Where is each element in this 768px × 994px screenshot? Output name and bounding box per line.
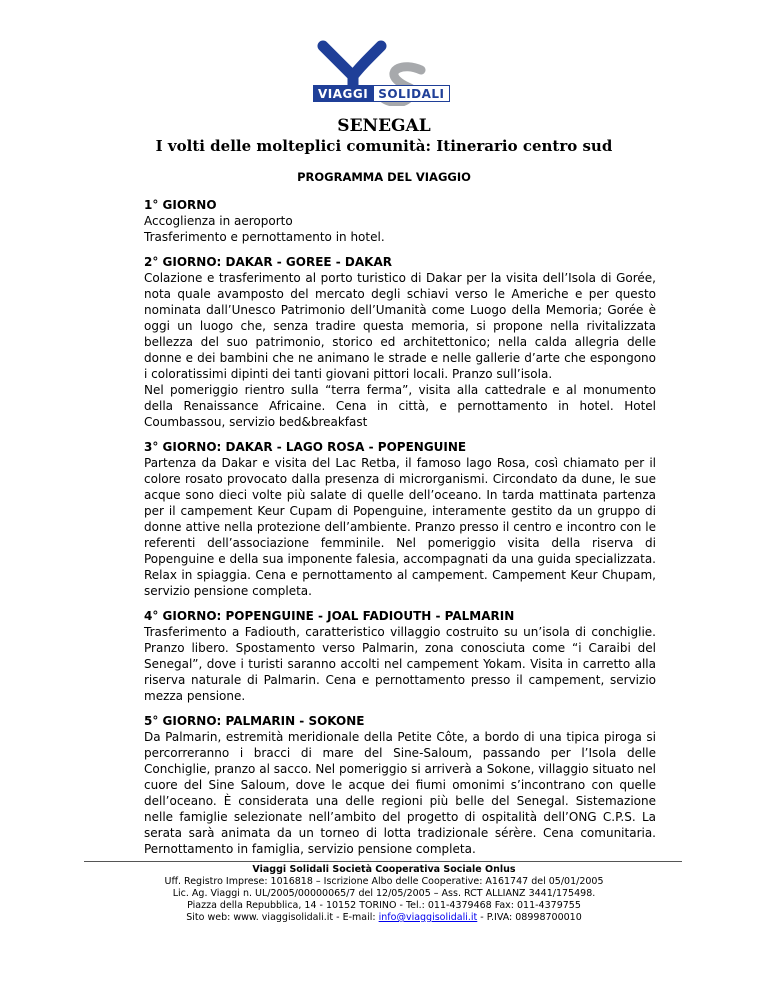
footer-line (0, 912, 768, 924)
day-section (144, 254, 656, 430)
document-title: SENEGAL (337, 116, 431, 136)
day-section (144, 713, 656, 857)
logo-word-viaggi: VIAGGI (313, 85, 373, 102)
program-heading: PROGRAMMA DEL VIAGGIO (297, 170, 471, 184)
footer-divider (84, 861, 682, 862)
footer (0, 864, 768, 924)
day-section (144, 439, 656, 599)
day-text: Colazione e trasferimento al porto turistico di Dakar per la visita dell’Isola di Gorée, nota quale avamposto del mercato degli schiavi verso le Americhe e per questo nominata dall’Unesco Patrimonio dell’Umanità come Luogo della Memoria; Gorée è oggi un luogo che, senza tradire questa memoria, si propone nella rivitalizzata bellezza del suo patrimonio, storico ed architettonico; nella calda allegria delle donne e dei bambini che ne animano le strade e nelle gallerie d’arte che espongono i coloratissimi dipinti dei tanti giovani pittori locali. Pranzo sull’isola. (144, 271, 656, 381)
day-text: Trasferimento a Fadiouth, caratteristico villaggio costruito su un’isola di conchiglie. Pranzo libero. Spostamento verso Palmarin, zona conosciuta come “i Caraibi del Senegal”, dove i turisti saranno accolti nel campement Yokam. Visita in carretto alla riserva naturale di Palmarin. Cena e pernottamento presso il campement, servizio mezza pensione. (144, 625, 656, 703)
logo-wordmark (313, 85, 450, 102)
day-text: Da Palmarin, estremità meridionale della Petite Côte, a bordo di una tipica piroga si percorreranno i bracci di mare del Sine-Saloum, passando per l’Isola delle Conchiglie, pranzo al sacco. Nel pomeriggio si arriverà a Sokone, villaggio situato nel cuore del Sine Saloum, dove le acque dei fiumi omonimi s’incontrano con quelle dell’oceano. È considerata una delle regioni più belle del Senegal. Sistemazione nelle famiglie selezionate nell’ambito del progetto di ospitalità dell’ONG C.P.S. La serata sarà animata da un torneo di lotta tradizionale sérère. Cena comunitaria. Pernottamento in famiglia, servizio pensione completa. (144, 730, 656, 856)
itinerary (144, 197, 656, 866)
day-title: 5° GIORNO: PALMARIN - SOKONE (144, 714, 365, 728)
day-section (144, 608, 656, 704)
day-title: 4° GIORNO: POPENGUINE - JOAL FADIOUTH - PALMARIN (144, 609, 515, 623)
day-text: Nel pomeriggio rientro sulla “terra ferma”, visita alla cattedrale e al monumento della Renaissance Africaine. Cena in città, e pernottamento in hotel. Hotel Coumbassou, servizio bed&breakfast (144, 383, 656, 429)
footer-vat: - P.IVA: 08998700010 (477, 912, 582, 923)
footer-line: Lic. Ag. Viaggi n. UL/2005/00000065/7 del 12/05/2005 – Ass. RCT ALLIANZ 3441/175498. (172, 888, 596, 899)
day-text: Trasferimento e pernottamento in hotel. (144, 230, 385, 244)
day-title: 3° GIORNO: DAKAR - LAGO ROSA - POPENGUINE (144, 440, 467, 454)
footer-line: Piazza della Repubblica, 14 - 10152 TORINO - Tel.: 011-4379468 Fax: 011-4379755 (187, 900, 581, 911)
email-link[interactable]: info@viaggisolidali.it (378, 912, 478, 923)
day-title: 1° GIORNO (144, 198, 217, 212)
footer-line: Uff. Registro Imprese: 1016818 – Iscrizione Albo delle Cooperative: A161747 del 05/01/2005 (164, 876, 604, 887)
document-subtitle: I volti delle molteplici comunità: Itinerario centro sud (155, 137, 613, 155)
day-section (144, 197, 656, 245)
day-text: Partenza da Dakar e visita del Lac Retba, il famoso lago Rosa, così chiamato per il colore rosato provocato dalla presenza di microrganismi. Circondato da dune, le sue acque sono dieci volte più salate di quelle dell’oceano. In tarda mattinata partenza per il campement Keur Cupam di Popenguine, interamente gestito da un gruppo di donne attive nella protezione dell’ambiente. Pranzo presso il centro e incontro con le referenti dell’associazione femminile. Nel pomeriggio visita della riserva di Popenguine e della sua imponente falesia, accompagnati da una guida specializzata. Relax in spiaggia. Cena e pernottamento al campement. Campement Keur Chupam, servizio pensione completa. (144, 456, 656, 598)
logo-word-solidali: SOLIDALI (373, 85, 449, 102)
day-text: Accoglienza in aeroporto (144, 214, 293, 228)
footer-org-name: Viaggi Solidali Società Cooperativa Sociale Onlus (252, 864, 516, 875)
footer-web-label: Sito web: www. viaggisolidali.it - E-mail: (186, 912, 379, 923)
day-title: 2° GIORNO: DAKAR - GOREE - DAKAR (144, 255, 393, 269)
